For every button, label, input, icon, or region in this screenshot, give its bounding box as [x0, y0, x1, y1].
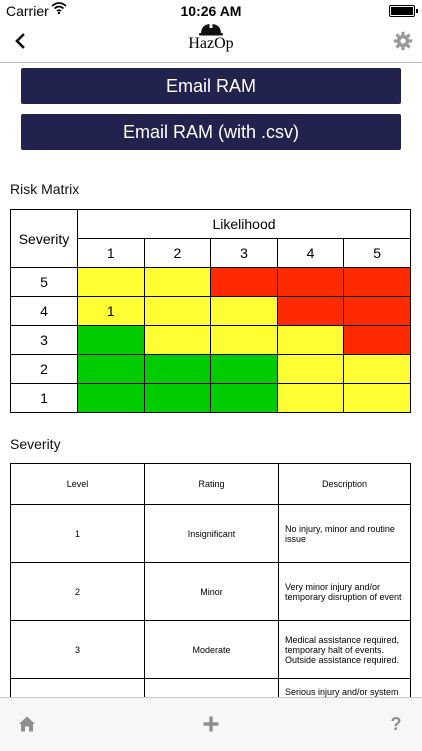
matrix-cell[interactable] [144, 326, 211, 355]
matrix-cell[interactable] [344, 297, 411, 326]
likelihood-level: 4 [277, 239, 344, 268]
matrix-cell[interactable] [211, 384, 278, 413]
matrix-cell[interactable] [277, 297, 344, 326]
severity-table-header [11, 464, 411, 505]
risk-matrix-table [10, 209, 411, 413]
severity-section-title: Severity [10, 436, 61, 452]
severity-table [10, 463, 411, 697]
matrix-cell[interactable] [344, 268, 411, 297]
likelihood-level: 2 [144, 239, 211, 268]
severity-description-cell: Medical assistance required, temporary halt of events. Outside assistance required. [279, 621, 411, 679]
severity-header: Severity [11, 210, 78, 268]
severity-rating-cell [145, 679, 279, 698]
carrier-label: Carrier [6, 3, 49, 19]
matrix-cell[interactable] [344, 384, 411, 413]
status-time: 10:26 AM [180, 3, 242, 19]
matrix-cell[interactable] [78, 384, 145, 413]
table-row [11, 505, 411, 563]
severity-description-cell: Very minor injury and/or temporary disruption of event [279, 563, 411, 621]
matrix-cell[interactable] [144, 355, 211, 384]
matrix-cell[interactable] [277, 268, 344, 297]
battery-icon [389, 5, 415, 17]
home-icon[interactable] [16, 713, 38, 735]
severity-description-cell: No injury, minor and routine issue [279, 505, 411, 563]
severity-description-cell: Serious injury and/or system [279, 679, 411, 698]
matrix-cell[interactable]: 1 [78, 297, 145, 326]
table-row [11, 621, 411, 679]
matrix-cell[interactable] [344, 355, 411, 384]
column-header-description: Description [279, 464, 411, 505]
matrix-row [11, 326, 411, 355]
matrix-cell[interactable] [277, 326, 344, 355]
severity-level-cell [11, 679, 145, 698]
matrix-cell[interactable] [277, 384, 344, 413]
app-logo [0, 22, 422, 53]
severity-level: 5 [11, 268, 78, 297]
likelihood-level: 5 [344, 239, 411, 268]
likelihood-level: 3 [211, 239, 278, 268]
email-ram-button[interactable]: Email RAM [21, 68, 401, 104]
content-scroll[interactable] [0, 63, 422, 697]
matrix-cell[interactable] [78, 268, 145, 297]
severity-level: 1 [11, 384, 78, 413]
risk-matrix-title: Risk Matrix [10, 181, 80, 197]
severity-level: 2 [11, 355, 78, 384]
navigation-bar [0, 22, 422, 63]
severity-level-cell: 2 [11, 563, 145, 621]
matrix-cell[interactable] [144, 297, 211, 326]
severity-rating-cell: Moderate [145, 621, 279, 679]
table-row [11, 563, 411, 621]
matrix-cell[interactable] [78, 326, 145, 355]
severity-rating-cell: Insignificant [145, 505, 279, 563]
matrix-cell[interactable] [211, 326, 278, 355]
matrix-cell[interactable] [277, 355, 344, 384]
gear-icon[interactable] [393, 31, 413, 51]
matrix-cell[interactable] [144, 384, 211, 413]
matrix-row [11, 297, 411, 326]
tab-bar [0, 697, 422, 751]
column-header-level: Level [11, 464, 145, 505]
severity-level: 3 [11, 326, 78, 355]
severity-level-cell: 3 [11, 621, 145, 679]
table-row [11, 679, 411, 698]
matrix-cell[interactable] [211, 297, 278, 326]
matrix-row [11, 355, 411, 384]
severity-level-cell: 1 [11, 505, 145, 563]
status-bar [0, 0, 422, 22]
question-icon[interactable]: ? [390, 714, 402, 734]
likelihood-level: 1 [78, 239, 145, 268]
email-ram-csv-button[interactable]: Email RAM (with .csv) [21, 114, 401, 150]
matrix-cell[interactable] [344, 326, 411, 355]
severity-rating-cell: Minor [145, 563, 279, 621]
app-title: HazOp [188, 35, 234, 52]
matrix-row [11, 384, 411, 413]
matrix-cell[interactable] [78, 355, 145, 384]
matrix-cell[interactable] [211, 268, 278, 297]
severity-level: 4 [11, 297, 78, 326]
column-header-rating: Rating [145, 464, 279, 505]
hard-hat-icon [198, 22, 224, 36]
plus-icon[interactable] [200, 713, 222, 735]
matrix-row [11, 268, 411, 297]
likelihood-header: Likelihood [78, 210, 411, 239]
matrix-cell[interactable] [144, 268, 211, 297]
matrix-cell[interactable] [211, 355, 278, 384]
